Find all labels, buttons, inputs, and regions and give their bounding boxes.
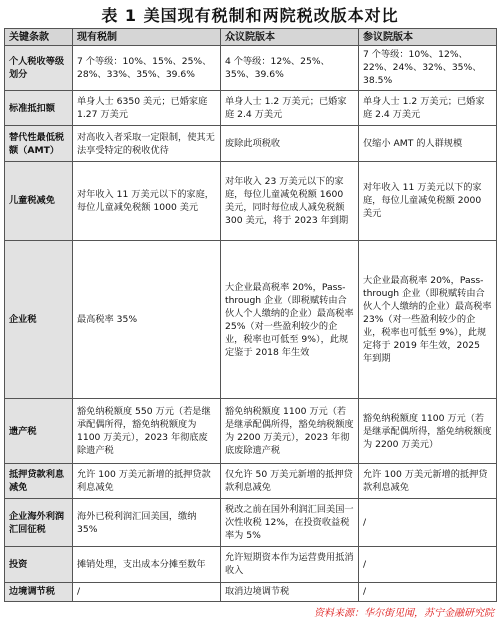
header-current: 现有税制 bbox=[73, 29, 221, 46]
table-row bbox=[5, 582, 497, 601]
row-term: 替代性最低税额（AMT） bbox=[5, 126, 73, 161]
cell-house: 税改之前在国外利润汇回美国一次性收税 12%，在投资收益税率为 5% bbox=[221, 499, 359, 547]
cell-senate: 大企业最高税率 20%，Pass-through 企业（即税赋转由合伙人个人缴纳的企业）最高税率 23%（对一些盈利较少的企业，税率也可低至 9%），此规定将于 2019 年生效，2025 年到期 bbox=[359, 240, 497, 399]
row-term: 抵押贷款利息减免 bbox=[5, 463, 73, 498]
cell-senate: / bbox=[359, 582, 497, 601]
table-row bbox=[5, 499, 497, 547]
row-term: 企业税 bbox=[5, 240, 73, 399]
cell-house: 仅允许 50 万美元新增的抵押贷款利息减免 bbox=[221, 463, 359, 498]
table-row bbox=[5, 46, 497, 91]
cell-current: 对高收入者采取一定限制，使其无法享受特定的税收优待 bbox=[73, 126, 221, 161]
cell-senate: 对年收入 11 万美元以下的家庭，每位儿童减免税额 2000 美元 bbox=[359, 161, 497, 240]
cell-current: 7 个等级：10%、15%、25%、28%、33%、35%、39.6% bbox=[73, 46, 221, 91]
row-term: 投资 bbox=[5, 547, 73, 582]
cell-house: 大企业最高税率 20%，Pass-through 企业（即税赋转由合伙人个人缴纳的企业）最高税率 25%（对一些盈利较少的企业，税率也可低至 9%），此规定鉴于 2018 年生效 bbox=[221, 240, 359, 399]
cell-senate: 单身人士 1.2 万美元；已婚家庭 2.4 万美元 bbox=[359, 90, 497, 125]
cell-current: 单身人士 6350 美元；已婚家庭 1.27 万美元 bbox=[73, 90, 221, 125]
cell-senate: 允许 100 万美元新增的抵押贷款利息减免 bbox=[359, 463, 497, 498]
header-house: 众议院版本 bbox=[221, 29, 359, 46]
cell-house: 单身人士 1.2 万美元；已婚家庭 2.4 万美元 bbox=[221, 90, 359, 125]
cell-house: 允许短期资本作为运营费用抵消收入 bbox=[221, 547, 359, 582]
table-row bbox=[5, 547, 497, 582]
cell-house: 取消边境调节税 bbox=[221, 582, 359, 601]
row-term: 个人税收等级划分 bbox=[5, 46, 73, 91]
table-row bbox=[5, 161, 497, 240]
cell-current: 允许 100 万美元新增的抵押贷款利息减免 bbox=[73, 463, 221, 498]
cell-current: 对年收入 11 万美元以下的家庭，每位儿童减免税额 1000 美元 bbox=[73, 161, 221, 240]
cell-house: 对年收入 23 万美元以下的家庭，每位儿童减免税额 1600 美元，同时每位成人减免税额 300 美元，将于 2023 年到期 bbox=[221, 161, 359, 240]
header-senate: 参议院版本 bbox=[359, 29, 497, 46]
cell-current: 海外已税利润汇回美国，缴纳 35% bbox=[73, 499, 221, 547]
source-note: 资料来源：华尔街见闻，苏宁金融研究院 bbox=[314, 608, 494, 619]
row-term: 标准抵扣额 bbox=[5, 90, 73, 125]
row-term: 儿童税减免 bbox=[5, 161, 73, 240]
row-term: 遗产税 bbox=[5, 399, 73, 463]
table-row bbox=[5, 126, 497, 161]
row-term: 边境调节税 bbox=[5, 582, 73, 601]
cell-current: 最高税率 35% bbox=[73, 240, 221, 399]
table-title: 表 1 美国现有税制和两院税改版本对比 bbox=[101, 6, 399, 25]
cell-house: 废除此项税收 bbox=[221, 126, 359, 161]
cell-senate: / bbox=[359, 499, 497, 547]
cell-current: / bbox=[73, 582, 221, 601]
cell-house: 4 个等级：12%、25%、35%、39.6% bbox=[221, 46, 359, 91]
header-term: 关键条款 bbox=[5, 29, 73, 46]
row-term: 企业海外利润汇回征税 bbox=[5, 499, 73, 547]
table-header-row bbox=[5, 29, 497, 46]
cell-senate: 7 个等级：10%、12%、22%、24%、32%、35%、38.5% bbox=[359, 46, 497, 91]
cell-current: 摊销处理，支出成本分摊至数年 bbox=[73, 547, 221, 582]
cell-senate: / bbox=[359, 547, 497, 582]
cell-current: 豁免纳税额度 550 万元（若是继承配偶所得，豁免纳税额度为 1100 万美元），2023 年彻底废除遗产税 bbox=[73, 399, 221, 463]
cell-senate: 豁免纳税额度 1100 万元（若是继承配偶所得，豁免纳税额度为 2200 万美元） bbox=[359, 399, 497, 463]
tax-comparison-table bbox=[4, 28, 497, 602]
table-row bbox=[5, 463, 497, 498]
table-row bbox=[5, 90, 497, 125]
table-row bbox=[5, 399, 497, 463]
table-row bbox=[5, 240, 497, 399]
cell-senate: 仅缩小 AMT 的人群规模 bbox=[359, 126, 497, 161]
cell-house: 豁免纳税额度 1100 万元（若是继承配偶所得，豁免纳税额度为 2200 万美元），2023 年彻底废除遗产税 bbox=[221, 399, 359, 463]
